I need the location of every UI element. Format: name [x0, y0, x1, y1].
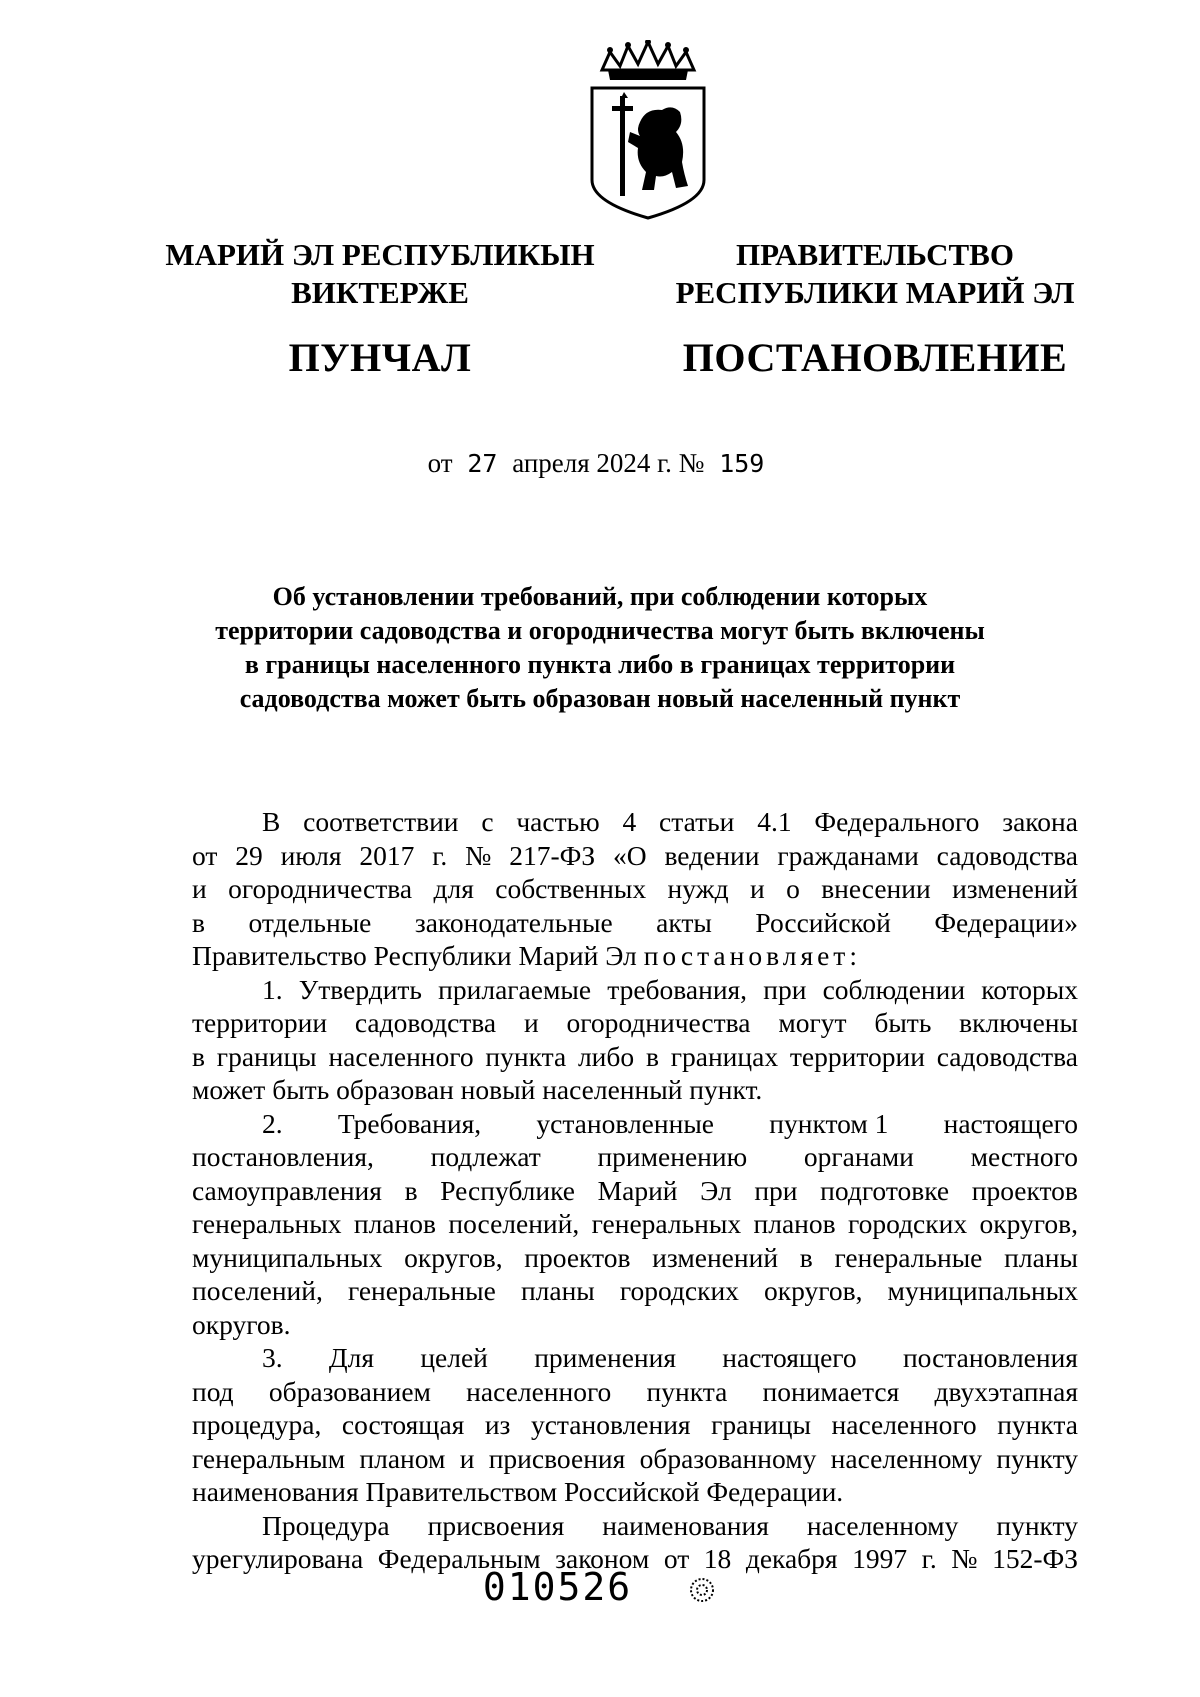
body-word: генеральным: [192, 1442, 346, 1474]
body-word: нужд: [667, 873, 729, 904]
body-word: целей: [420, 1342, 488, 1373]
body-word: пунктом 1: [769, 1107, 889, 1139]
body-text: Правительство Республики Марий Эл: [192, 940, 637, 971]
body-line: [192, 1274, 1078, 1308]
body-word: 1.: [262, 973, 283, 1005]
body-word: Утвердить: [298, 973, 422, 1005]
body-word: отдельные: [248, 906, 372, 938]
body-line: [192, 906, 1078, 940]
body-word: акты: [656, 906, 712, 938]
body-word: населенному: [806, 1509, 959, 1541]
body-word: планов: [353, 1208, 436, 1239]
body-line: [192, 1140, 1078, 1174]
serial-number: 010526: [482, 1565, 633, 1609]
body-word: настоящего: [943, 1107, 1078, 1139]
body-word: населенного: [466, 1375, 612, 1407]
body-word: в: [192, 906, 205, 938]
body-word: присвоения: [427, 1509, 565, 1541]
body-word: процедура,: [192, 1409, 322, 1440]
body-word: границы: [216, 1040, 317, 1072]
body-word: подлежат: [430, 1141, 541, 1172]
body-word: Республике: [440, 1174, 575, 1206]
body-word: изменений: [652, 1241, 779, 1273]
body-line: [192, 1408, 1078, 1442]
body-line: [192, 1509, 1078, 1543]
body-line: [192, 1442, 1078, 1476]
body-word: ведении: [664, 839, 760, 871]
body-word: пункта: [646, 1375, 728, 1407]
body-word: пункта: [997, 1409, 1078, 1440]
body-word: при: [754, 1174, 798, 1206]
body-word: территории: [192, 1007, 328, 1038]
security-mark-icon: [687, 1575, 717, 1605]
header-left-doc-type: ПУНЧАЛ: [288, 334, 472, 380]
body-line: [192, 1375, 1078, 1409]
body-word: двухэтапная: [934, 1375, 1078, 1407]
body-word: 18: [703, 1543, 732, 1574]
body-word: Федерального: [814, 806, 980, 837]
body-word: с: [481, 806, 494, 837]
body-word: 3.: [262, 1342, 283, 1373]
body-word: территории: [789, 1040, 925, 1072]
body-word: настоящего: [722, 1342, 857, 1373]
body-word: планы: [1004, 1241, 1078, 1273]
body-word: Федеральным: [377, 1543, 541, 1574]
body-word: округов,: [764, 1275, 863, 1306]
body-word: статьи: [659, 806, 735, 837]
body-word: и: [459, 1442, 475, 1474]
body-word: генеральные: [347, 1275, 496, 1306]
body-word: округов,: [979, 1208, 1078, 1239]
body-word: применения: [534, 1342, 676, 1373]
body-word: урегулирована: [192, 1543, 364, 1574]
body-text: может быть образован новый населенный пункт.: [192, 1074, 763, 1105]
body-word: гражданами: [777, 839, 919, 871]
body-word: о: [786, 873, 800, 904]
body-word: садоводства: [936, 1040, 1078, 1072]
body-word: в: [192, 1040, 205, 1072]
body-word: от: [192, 839, 218, 871]
body-word: внесении: [821, 873, 931, 904]
body-word: изменений: [952, 873, 1078, 904]
body-word: пункта: [485, 1040, 567, 1072]
body-word: законом: [555, 1543, 650, 1574]
body-word: 217-ФЗ: [509, 839, 596, 871]
body-word: Марий: [597, 1174, 678, 1206]
header-left-line2: ВИКТЕРЖЕ: [291, 274, 469, 310]
date-prefix: от: [427, 448, 453, 478]
header-right-line2: РЕСПУБЛИКИ МАРИЙ ЭЛ: [675, 274, 1075, 310]
body-word: под: [192, 1375, 234, 1407]
body-word: в: [799, 1241, 813, 1273]
body-word: округов,: [404, 1241, 503, 1273]
body-word: Российской: [755, 906, 891, 938]
body-word: понимается: [762, 1375, 900, 1407]
body-word: «О: [613, 839, 647, 871]
body-line: [192, 973, 1078, 1007]
title-line: в границы населенного пункта либо в границах территории: [244, 650, 956, 679]
body-word: соответствии: [303, 806, 459, 837]
body-line: [192, 1241, 1078, 1275]
document-body: [192, 805, 1078, 1576]
body-word: состоящая: [341, 1409, 465, 1440]
body-word: городских: [619, 1275, 739, 1306]
date-day: 27: [467, 449, 498, 478]
body-word: пункту: [996, 1442, 1078, 1474]
body-word: из: [484, 1409, 511, 1440]
body-word: планов: [753, 1208, 836, 1239]
body-line: [192, 1107, 1078, 1141]
body-word: Процедура: [262, 1509, 390, 1541]
body-word: 152-ФЗ: [992, 1543, 1078, 1574]
body-word: Эл: [700, 1174, 732, 1206]
header-right-line1: ПРАВИТЕЛЬСТВО: [736, 237, 1014, 272]
document-title: [200, 580, 1000, 716]
body-word: собственных: [495, 873, 647, 904]
body-word: поселений,: [448, 1208, 580, 1239]
body-word: населенному: [830, 1442, 983, 1474]
body-word: установленные: [536, 1107, 715, 1139]
body-word: границах: [670, 1040, 779, 1072]
body-line: [192, 1174, 1078, 1208]
body-word: либо: [577, 1040, 635, 1072]
body-word: поселений,: [192, 1275, 323, 1306]
body-word: 1997: [852, 1543, 908, 1574]
body-word: Федерации»: [934, 906, 1078, 938]
body-word: 4.1: [757, 806, 792, 837]
body-word: №: [465, 839, 492, 871]
body-word: проектов: [524, 1241, 631, 1273]
body-word: муниципальных: [192, 1241, 383, 1273]
body-word: населенного: [831, 1409, 977, 1440]
body-line: [192, 1207, 1078, 1241]
body-word: для: [433, 873, 474, 904]
body-word: при: [763, 973, 807, 1005]
body-text-spaced: постановляет:: [643, 940, 861, 971]
body-word: применению: [597, 1141, 748, 1172]
body-word: огородничества: [228, 873, 413, 904]
body-line: [192, 939, 1078, 973]
body-line: [192, 1341, 1078, 1375]
body-word: пункту: [996, 1509, 1078, 1541]
body-line: [192, 1475, 1078, 1509]
body-word: которых: [981, 973, 1078, 1005]
body-word: от: [663, 1543, 690, 1574]
body-word: быть: [874, 1007, 932, 1038]
coat-of-arms-emblem: [588, 40, 708, 220]
body-word: садоводства: [936, 839, 1078, 871]
body-word: генеральные: [834, 1241, 983, 1273]
body-word: границы: [711, 1409, 811, 1440]
body-word: 2.: [262, 1107, 283, 1139]
body-word: проектов: [971, 1174, 1078, 1206]
body-word: присвоения: [488, 1442, 626, 1474]
body-word: закона: [1002, 806, 1078, 837]
body-line: [192, 1006, 1078, 1040]
body-word: наименования: [602, 1509, 769, 1541]
body-word: июля: [280, 839, 342, 871]
body-word: местного: [970, 1141, 1078, 1172]
body-word: населенного: [328, 1040, 474, 1072]
header-left: [150, 236, 610, 382]
header-left-line1: МАРИЙ ЭЛ РЕСПУБЛИКЫН: [165, 237, 595, 272]
body-word: органами: [803, 1141, 914, 1172]
body-word: постановления,: [192, 1141, 374, 1172]
body-word: огородничества: [566, 1007, 751, 1038]
body-word: самоуправления: [192, 1174, 382, 1206]
body-word: соблюдении: [822, 973, 966, 1005]
body-word: 4: [622, 806, 637, 837]
body-word: 29: [235, 839, 263, 871]
title-line: территории садоводства и огородничества могут быть включены: [215, 616, 985, 645]
header-right-doc-type: ПОСТАНОВЛЕНИЕ: [682, 334, 1068, 380]
body-line: [192, 872, 1078, 906]
body-word: и: [523, 1007, 539, 1038]
body-word: постановления: [902, 1342, 1078, 1373]
title-line: Об установлении требований, при соблюдении которых: [272, 582, 928, 611]
title-line: садоводства может быть образован новый населенный пункт: [239, 684, 961, 713]
body-word: Для: [328, 1342, 375, 1373]
body-word: садоводства: [354, 1007, 497, 1038]
body-word: городских: [848, 1208, 968, 1239]
body-line: [192, 1073, 1078, 1107]
document-number: 159: [719, 449, 765, 478]
form-serial-number: [0, 1565, 1200, 1609]
body-word: г.: [921, 1543, 937, 1574]
body-word: и: [192, 873, 207, 904]
body-word: могут: [778, 1007, 847, 1038]
body-word: г.: [432, 839, 448, 871]
body-word: частью: [516, 806, 600, 837]
body-word: планы: [520, 1275, 595, 1306]
body-line: [192, 805, 1078, 839]
body-word: 2017: [359, 839, 415, 871]
body-word: декабря: [745, 1543, 838, 1574]
date-line: [0, 448, 1200, 479]
body-text: наименования Правительством Российской Федерации.: [192, 1476, 844, 1507]
body-word: в: [404, 1174, 418, 1206]
body-line: [192, 1040, 1078, 1074]
body-word: подготовке: [820, 1174, 950, 1206]
header-right: [650, 236, 1100, 382]
date-rest: апреля 2024 г. №: [512, 448, 705, 478]
body-word: генеральных: [591, 1208, 742, 1239]
body-word: образованием: [268, 1375, 431, 1407]
body-word: и: [749, 873, 765, 904]
body-line: [192, 839, 1078, 873]
body-word: №: [951, 1543, 978, 1574]
body-word: образованному: [639, 1442, 817, 1474]
body-line: [192, 1308, 1078, 1342]
body-word: требования,: [607, 973, 748, 1005]
body-word: в: [645, 1040, 659, 1072]
body-word: Требования,: [337, 1107, 482, 1139]
body-word: В: [262, 806, 281, 837]
body-word: муниципальных: [887, 1275, 1078, 1306]
body-word: генеральных: [192, 1208, 342, 1239]
body-word: прилагаемые: [438, 973, 592, 1005]
body-word: установления: [530, 1409, 691, 1440]
body-word: планом: [359, 1442, 446, 1474]
body-text: округов.: [192, 1308, 291, 1340]
body-word: законодательные: [414, 906, 613, 938]
body-word: включены: [959, 1007, 1078, 1038]
